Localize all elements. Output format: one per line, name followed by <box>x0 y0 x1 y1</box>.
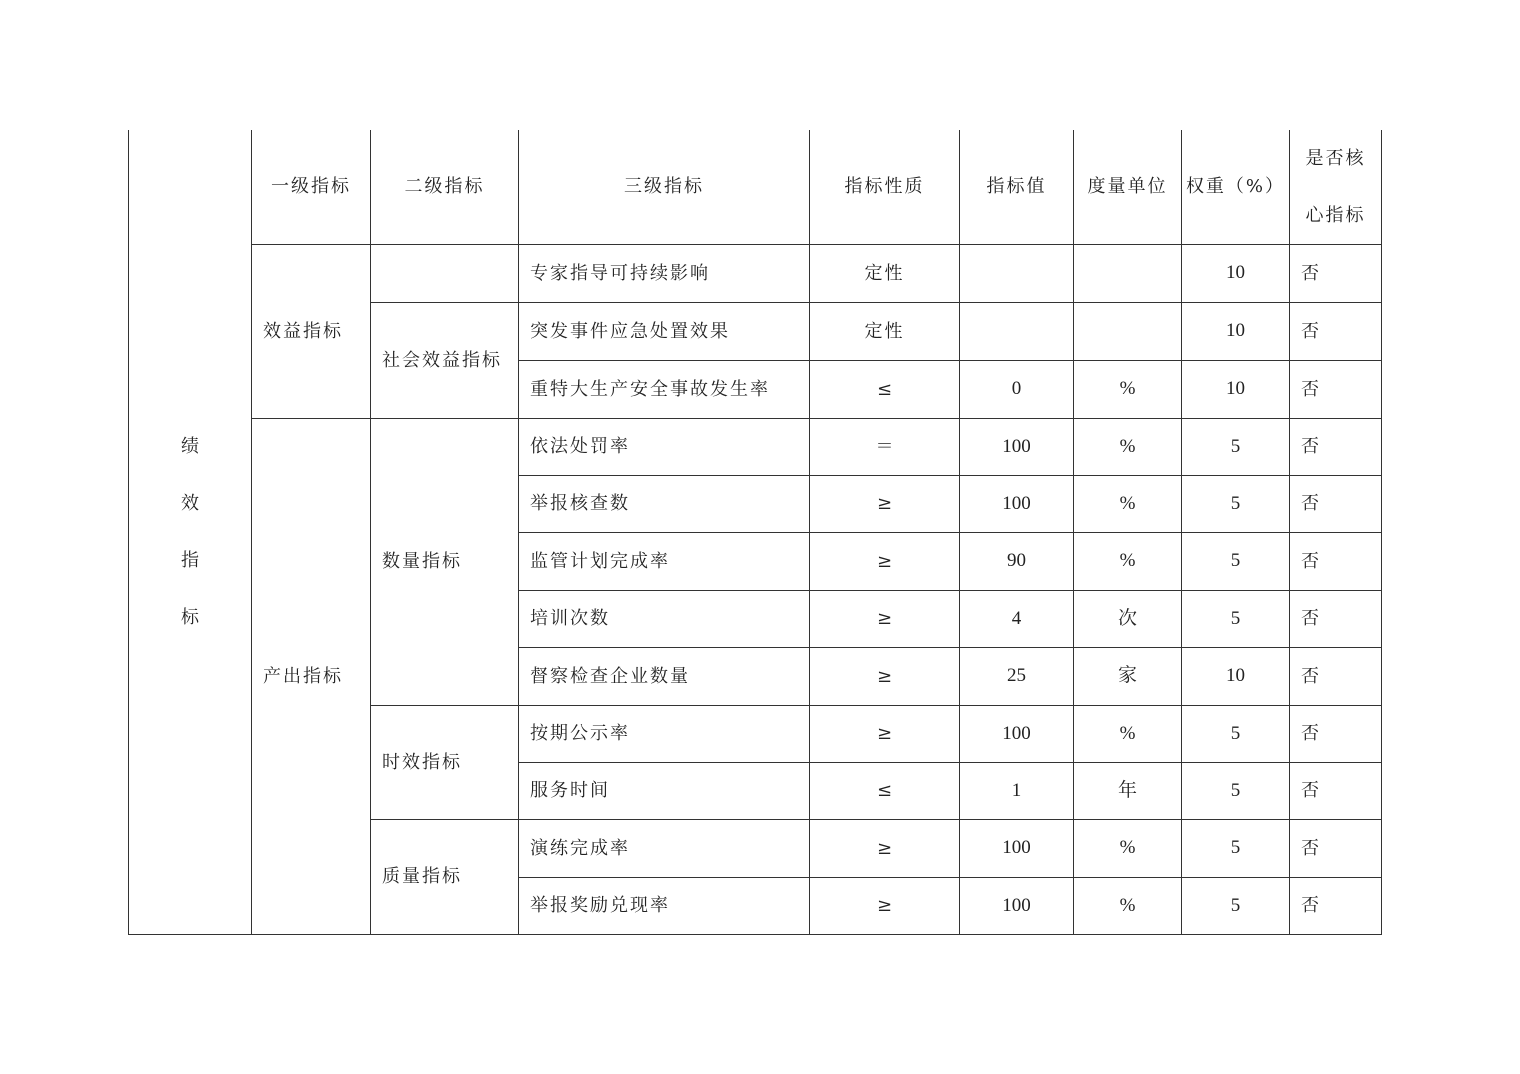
indicator-core: 否 <box>1290 419 1382 476</box>
indicator-unit: 次 <box>1074 591 1182 648</box>
section-label-char: 效 <box>181 493 199 514</box>
indicator-nature: ≥ <box>810 591 960 648</box>
header-core <box>1290 130 1382 245</box>
group-quality: 质量指标 <box>371 820 519 935</box>
indicator-nature: ≥ <box>810 476 960 533</box>
indicator-weight: 10 <box>1182 361 1290 419</box>
indicator-nature: ≤ <box>810 361 960 419</box>
indicator-value: 100 <box>960 820 1074 878</box>
indicator-name: 督察检查企业数量 <box>519 648 810 706</box>
indicator-name: 服务时间 <box>519 763 810 820</box>
indicator-value: 100 <box>960 419 1074 476</box>
indicator-nature: ≥ <box>810 878 960 935</box>
indicator-unit: 年 <box>1074 763 1182 820</box>
indicator-core: 否 <box>1290 706 1382 763</box>
group-benefit: 效益指标 <box>252 245 371 419</box>
indicator-weight: 5 <box>1182 533 1290 591</box>
group-social-benefit: 社会效益指标 <box>371 303 519 419</box>
indicator-value: 25 <box>960 648 1074 706</box>
header-nature: 指标性质 <box>810 130 960 245</box>
group-output: 产出指标 <box>252 419 371 935</box>
indicator-value: 0 <box>960 361 1074 419</box>
indicator-core: 否 <box>1290 533 1382 591</box>
indicator-value: 100 <box>960 476 1074 533</box>
indicator-name: 举报核查数 <box>519 476 810 533</box>
indicator-nature: 定性 <box>810 303 960 361</box>
indicator-weight: 10 <box>1182 648 1290 706</box>
indicator-value: 4 <box>960 591 1074 648</box>
header-level3: 三级指标 <box>519 130 810 245</box>
empty-level2-cell <box>371 245 519 303</box>
performance-indicator-table <box>128 130 1382 935</box>
indicator-core: 否 <box>1290 245 1382 303</box>
indicator-unit <box>1074 245 1182 303</box>
section-label-char: 指 <box>181 550 199 571</box>
indicator-weight: 5 <box>1182 419 1290 476</box>
indicator-name: 依法处罚率 <box>519 419 810 476</box>
header-value: 指标值 <box>960 130 1074 245</box>
indicator-name: 专家指导可持续影响 <box>519 245 810 303</box>
indicator-core: 否 <box>1290 361 1382 419</box>
indicator-weight: 5 <box>1182 476 1290 533</box>
indicator-core: 否 <box>1290 476 1382 533</box>
indicator-core: 否 <box>1290 303 1382 361</box>
indicator-core: 否 <box>1290 763 1382 820</box>
indicator-value: 100 <box>960 878 1074 935</box>
header-unit: 度量单位 <box>1074 130 1182 245</box>
indicator-name: 举报奖励兑现率 <box>519 878 810 935</box>
header-row <box>129 130 1382 245</box>
indicator-value: 100 <box>960 706 1074 763</box>
indicator-unit: % <box>1074 476 1182 533</box>
indicator-unit: % <box>1074 878 1182 935</box>
indicator-nature: ≥ <box>810 648 960 706</box>
indicator-name: 演练完成率 <box>519 820 810 878</box>
indicator-name: 监管计划完成率 <box>519 533 810 591</box>
indicator-weight: 5 <box>1182 591 1290 648</box>
header-core-line: 是否核 <box>1305 148 1366 169</box>
indicator-weight: 5 <box>1182 820 1290 878</box>
indicator-nature: ≥ <box>810 533 960 591</box>
indicator-core: 否 <box>1290 648 1382 706</box>
indicator-value <box>960 245 1074 303</box>
indicator-nature: ≥ <box>810 706 960 763</box>
group-quantity: 数量指标 <box>371 419 519 706</box>
indicator-value: 1 <box>960 763 1074 820</box>
indicator-weight: 5 <box>1182 706 1290 763</box>
group-timeliness: 时效指标 <box>371 706 519 820</box>
indicator-weight: 5 <box>1182 763 1290 820</box>
indicator-name: 突发事件应急处置效果 <box>519 303 810 361</box>
header-level2: 二级指标 <box>371 130 519 245</box>
section-label-char: 标 <box>181 607 199 628</box>
table-row <box>129 245 1382 303</box>
header-weight: 权重（%） <box>1182 130 1290 245</box>
indicator-nature: ≥ <box>810 820 960 878</box>
indicator-unit: 家 <box>1074 648 1182 706</box>
indicator-nature: 定性 <box>810 245 960 303</box>
indicator-core: 否 <box>1290 878 1382 935</box>
header-level1: 一级指标 <box>252 130 371 245</box>
indicator-name: 重特大生产安全事故发生率 <box>519 361 810 419</box>
indicator-unit: % <box>1074 533 1182 591</box>
indicator-unit: % <box>1074 820 1182 878</box>
indicator-name: 培训次数 <box>519 591 810 648</box>
indicator-weight: 10 <box>1182 303 1290 361</box>
indicator-unit: % <box>1074 419 1182 476</box>
table-row <box>129 419 1382 476</box>
indicator-unit <box>1074 303 1182 361</box>
indicator-value <box>960 303 1074 361</box>
indicator-unit: % <box>1074 361 1182 419</box>
header-core-line: 心指标 <box>1305 205 1366 226</box>
indicator-nature: ≤ <box>810 763 960 820</box>
section-label-char: 绩 <box>181 436 199 457</box>
indicator-nature: ＝ <box>810 419 960 476</box>
indicator-core: 否 <box>1290 591 1382 648</box>
indicator-weight: 10 <box>1182 245 1290 303</box>
indicator-value: 90 <box>960 533 1074 591</box>
section-label-cell <box>129 130 252 935</box>
indicator-name: 按期公示率 <box>519 706 810 763</box>
indicator-core: 否 <box>1290 820 1382 878</box>
indicator-weight: 5 <box>1182 878 1290 935</box>
indicator-unit: % <box>1074 706 1182 763</box>
